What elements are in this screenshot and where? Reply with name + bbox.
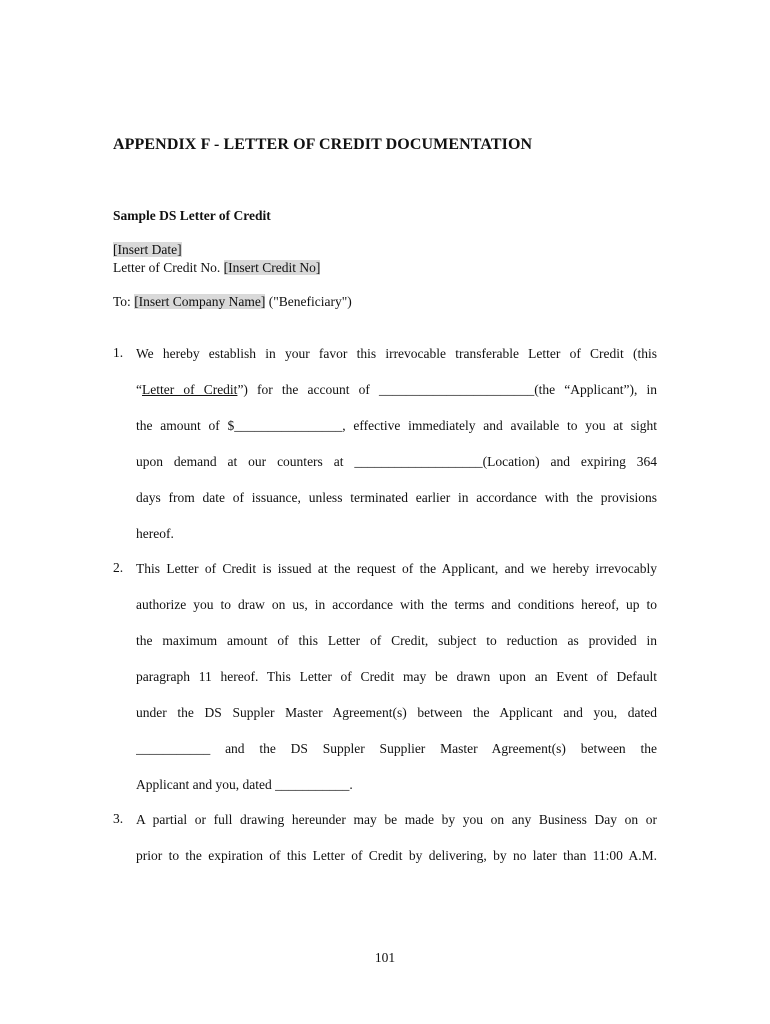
paragraph-1-number: 1. (113, 345, 124, 360)
paragraph-line: This Letter of Credit is issued at the request of the Applicant, and we hereby irrevocably (136, 561, 657, 576)
paragraph-line: hereof. (136, 526, 174, 541)
date-placeholder: [Insert Date] (113, 242, 182, 257)
credit-number-placeholder: [Insert Credit No] (223, 260, 321, 275)
paragraph-line: the maximum amount of this Letter of Credit, subject to reduction as provided in (136, 633, 657, 648)
quote-open: “ (136, 382, 142, 397)
paragraph-line: under the DS Suppler Master Agreement(s) between the Applicant and you, dated (136, 705, 657, 720)
paragraph-line-rest: for the account of _______________________(the “Applicant”), in (257, 382, 657, 397)
paragraph-3-number: 3. (113, 811, 124, 826)
paragraph-3 (136, 802, 657, 874)
paragraph-line: days from date of issuance, unless terminated earlier in accordance with the provisions (136, 490, 657, 505)
paragraph-2 (136, 551, 657, 803)
paragraph-line: upon demand at our counters at ___________________(Location) and expiring 364 (136, 454, 657, 469)
paragraph-line: the amount of $________________, effective immediately and available to you at sight (136, 418, 657, 433)
page-number: 101 (374, 950, 396, 965)
paragraph-line: Applicant and you, dated ___________. (136, 777, 353, 792)
beneficiary-suffix: ("Beneficiary") (265, 294, 352, 309)
paragraph-line: A partial or full drawing hereunder may be made by you on any Business Day on or (136, 812, 657, 827)
paragraph-line: prior to the expiration of this Letter of Credit by delivering, by no later than 11:00 A.M. (136, 848, 657, 863)
recipient-line (113, 294, 352, 310)
recipient-label: To: (113, 294, 135, 309)
paragraph-1 (136, 336, 657, 552)
paragraph-line: authorize you to draw on us, in accordance with the terms and conditions hereof, up to (136, 597, 657, 612)
section-subtitle: Sample DS Letter of Credit (113, 208, 271, 223)
paragraph-line: We hereby establish in your favor this irrevocable transferable Letter of Credit (this (136, 346, 657, 361)
credit-number-label: Letter of Credit No. (113, 260, 224, 275)
paragraph-line: paragraph 11 hereof. This Letter of Credit may be drawn upon an Event of Default (136, 669, 657, 684)
paragraph-line: ___________ and the DS Suppler Supplier Master Agreement(s) between the (136, 741, 657, 756)
company-placeholder: [Insert Company Name] (134, 294, 266, 309)
date-line (113, 242, 182, 258)
credit-number-line (113, 260, 320, 276)
paragraph-2-number: 2. (113, 560, 124, 575)
paragraph-line (136, 372, 657, 408)
page-title: APPENDIX F - LETTER OF CREDIT DOCUMENTATION (113, 136, 533, 153)
quote-close: ”) (237, 382, 258, 397)
defined-term-letter-of-credit: Letter of Credit (142, 382, 238, 397)
